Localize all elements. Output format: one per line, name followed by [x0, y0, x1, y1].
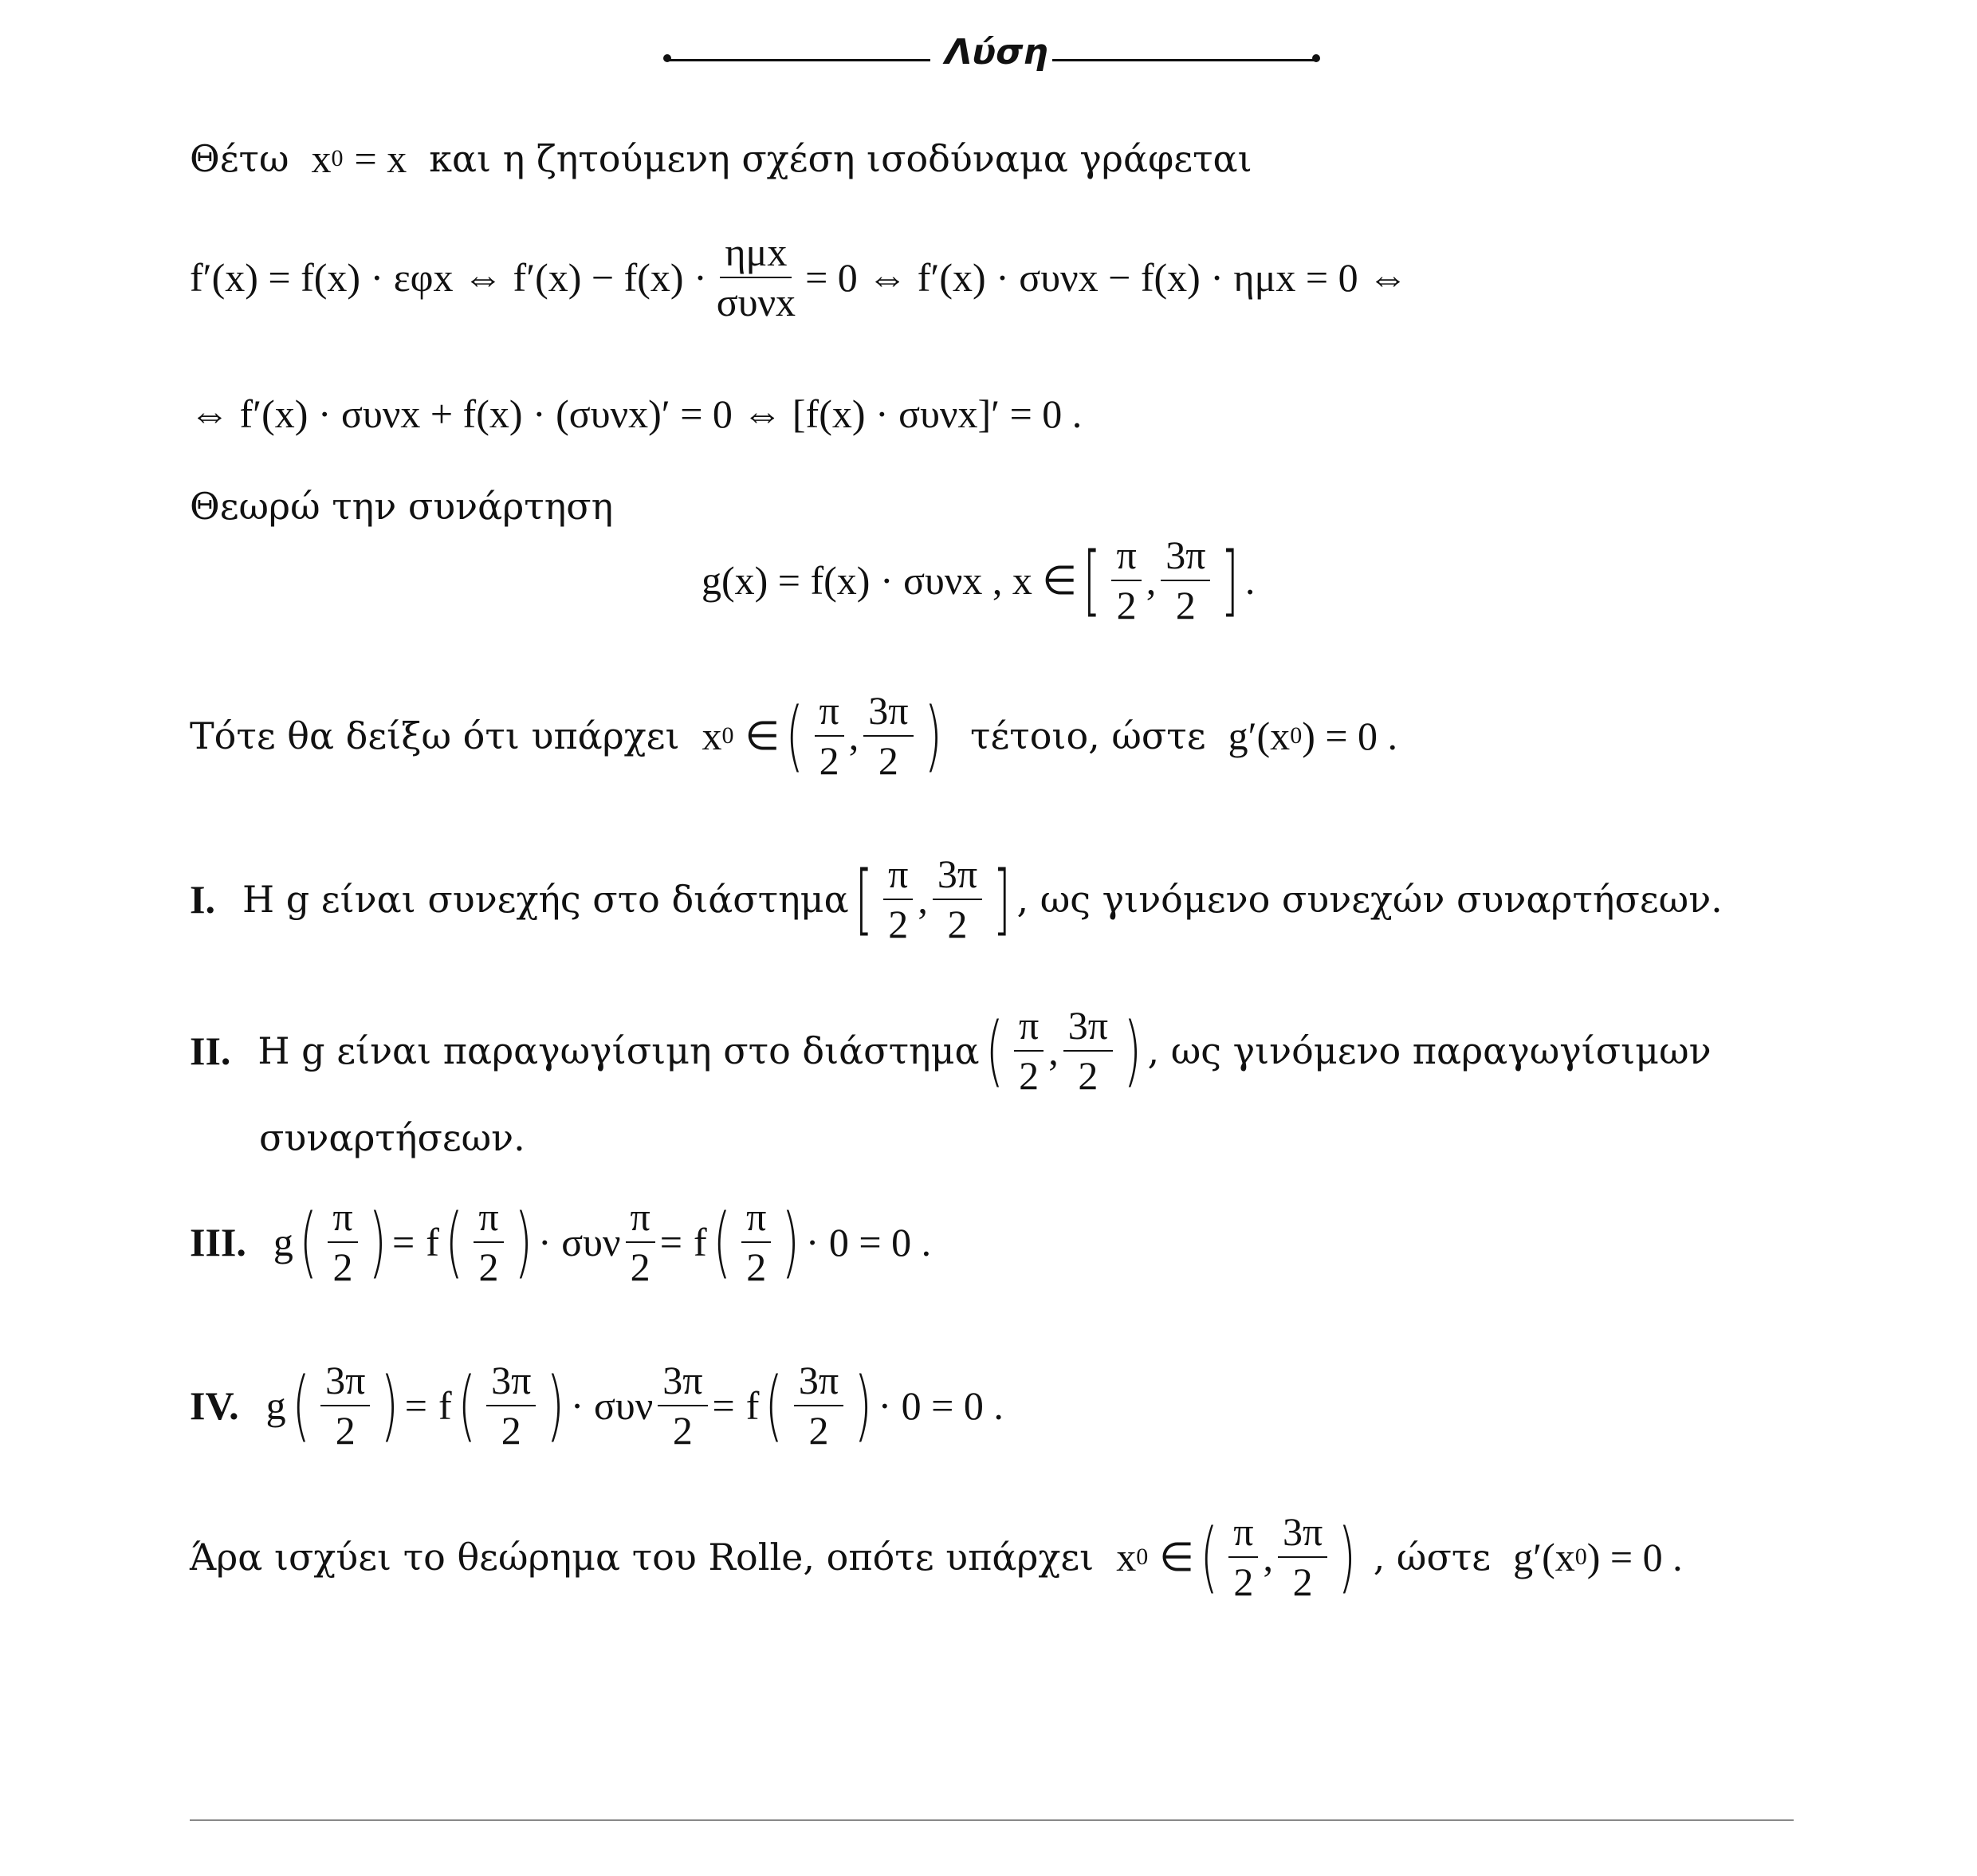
math: g′(x: [1228, 713, 1291, 758]
item-iv: [190, 1359, 1004, 1451]
denominator: 2: [1019, 1052, 1040, 1098]
fraction: [320, 1359, 370, 1451]
math: f: [426, 1219, 439, 1264]
math: g: [273, 1219, 293, 1264]
math: =: [392, 1219, 415, 1264]
fraction: [328, 1196, 357, 1288]
comma: ,: [1146, 557, 1157, 603]
numerator: π: [883, 853, 913, 900]
paren-close: ): [1338, 1512, 1357, 1602]
numerator: 3π: [320, 1359, 370, 1406]
math: x: [1116, 1534, 1137, 1579]
text: Η g είναι παραγωγίσιμη στο διάστημα: [257, 1028, 980, 1072]
math: f: [438, 1382, 452, 1428]
denominator: 2: [878, 737, 898, 783]
numerator: π: [474, 1196, 503, 1243]
math: f′(x) = f(x) · εφx ⇔ f′(x) − f(x) ·: [190, 254, 707, 300]
denominator: 2: [1175, 582, 1196, 627]
fraction: [1278, 1511, 1327, 1603]
math: x: [702, 713, 722, 758]
numerator: π: [626, 1196, 655, 1243]
item-label: IV.: [190, 1382, 239, 1428]
math: ∈: [1159, 1534, 1194, 1579]
header-title: Λύση: [945, 32, 1048, 73]
paren-open: (: [292, 1360, 310, 1450]
math: ⇔ f′(x) · συνx + f(x) · (συνx)′ = 0 ⇔ [f(x) · συνx]′ = 0 .: [190, 391, 1083, 436]
bracket-close: ]: [992, 854, 1012, 944]
item-label: III.: [190, 1219, 246, 1264]
math: · συν: [570, 1382, 654, 1428]
header-dot-right: [1312, 54, 1320, 62]
math: =: [404, 1382, 427, 1428]
period: .: [1244, 557, 1256, 603]
fraction: [1228, 1511, 1258, 1603]
denominator: 2: [335, 1407, 356, 1453]
item-label: I.: [190, 876, 215, 922]
math: ) = 0 .: [1302, 713, 1398, 758]
math: g: [265, 1382, 286, 1428]
numerator: π: [815, 690, 844, 737]
fraction: [933, 853, 982, 945]
paren-open: (: [1200, 1512, 1218, 1602]
subscript: 0: [1136, 1543, 1149, 1570]
subscript: 0: [721, 722, 734, 749]
fraction: [712, 231, 800, 323]
paren-open: (: [764, 1360, 784, 1450]
item-ii: [190, 1005, 1712, 1096]
paren-close: ): [514, 1197, 533, 1287]
conclusion-line: [190, 1511, 1683, 1603]
paren-open: (: [985, 1005, 1004, 1095]
text: , ως γινόμενο παραγωγίσιμων: [1147, 1028, 1712, 1072]
text: , ώστε: [1373, 1535, 1492, 1579]
denominator: 2: [808, 1407, 829, 1453]
footer-rule: [190, 1819, 1794, 1821]
denominator: 2: [478, 1244, 499, 1289]
fraction: [815, 690, 844, 781]
subscript: 0: [1574, 1543, 1587, 1570]
numerator: 3π: [933, 853, 982, 900]
fraction: [486, 1359, 536, 1451]
paren-close: ): [380, 1360, 399, 1450]
fraction: [1063, 1005, 1113, 1096]
numerator: 3π: [1278, 1511, 1327, 1558]
math: ∈: [745, 713, 780, 758]
fraction: [1161, 534, 1210, 626]
numerator: π: [741, 1196, 771, 1243]
numerator: π: [1228, 1511, 1258, 1558]
comma: ,: [1048, 1028, 1059, 1073]
numerator: π: [328, 1196, 357, 1243]
header-rule-right: [1052, 59, 1315, 61]
math: · 0 = 0 .: [805, 1219, 932, 1264]
item-label: II.: [190, 1028, 231, 1073]
line-goal: [190, 690, 1397, 781]
text: , ως γινόμενο συνεχών συναρτήσεων.: [1016, 877, 1723, 921]
fraction: [626, 1196, 655, 1288]
paren-open: (: [445, 1197, 463, 1287]
fraction: [883, 853, 913, 945]
denominator: 2: [947, 901, 968, 946]
math: f: [693, 1219, 707, 1264]
comma: ,: [848, 713, 859, 758]
math: g(x) = f(x) · συνx , x ∈: [702, 557, 1077, 603]
text: συναρτήσεων.: [259, 1116, 525, 1159]
numerator: π: [1111, 534, 1141, 581]
line-definition-g: [702, 534, 1255, 626]
line-equation-1: [190, 231, 1408, 323]
fraction: [863, 690, 913, 781]
text: Τότε θα δείξω ότι υπάρχει: [190, 714, 680, 757]
paren-open: (: [785, 690, 804, 781]
denominator: 2: [1292, 1559, 1313, 1604]
paren-close: ): [854, 1360, 873, 1450]
numerator: 3π: [658, 1359, 707, 1406]
fraction: [658, 1359, 707, 1451]
comma: ,: [1263, 1534, 1273, 1579]
numerator: 3π: [794, 1359, 843, 1406]
math: =: [712, 1382, 735, 1428]
solution-header: [0, 32, 1977, 80]
paren-close: ): [368, 1197, 387, 1287]
math: = x: [354, 136, 407, 181]
numerator: 3π: [863, 690, 913, 737]
fraction: [1111, 534, 1141, 626]
denominator: 2: [746, 1244, 767, 1289]
paren-open: (: [458, 1360, 476, 1450]
math: · 0 = 0 .: [878, 1382, 1004, 1428]
text: Θεωρώ την συνάρτηση: [190, 485, 614, 528]
text: τέτοιο, ώστε: [970, 714, 1206, 757]
numerator: 3π: [1063, 1005, 1113, 1052]
denominator: 2: [672, 1407, 693, 1453]
fraction: [474, 1196, 503, 1288]
numerator: 3π: [486, 1359, 536, 1406]
math: f: [745, 1382, 760, 1428]
denominator: 2: [1233, 1559, 1254, 1604]
text: Άρα ισχύει το θεώρημα του Rolle, οπότε υπάρχει: [190, 1535, 1095, 1579]
denominator: 2: [501, 1407, 521, 1453]
line-consider: [190, 485, 613, 528]
fraction: [741, 1196, 771, 1288]
paren-close: ): [546, 1360, 565, 1450]
math: ) = 0 .: [1586, 1534, 1683, 1579]
denominator: συνx: [716, 279, 796, 324]
numerator: ημx: [720, 231, 792, 278]
paren-close: ): [1123, 1005, 1142, 1095]
math: = 0 ⇔ f′(x) · συνx − f(x) · ημx = 0 ⇔: [805, 254, 1409, 300]
fraction: [1014, 1005, 1044, 1096]
line-equation-2: [190, 391, 1082, 437]
comma: ,: [918, 876, 928, 922]
math: · συν: [538, 1219, 621, 1264]
denominator: 2: [1116, 582, 1137, 627]
text: Θέτω: [190, 137, 289, 180]
text: και η ζητούμενη σχέση ισοδύναμα γράφεται: [429, 137, 1252, 180]
math: g′(x: [1513, 1534, 1575, 1579]
paren-open: (: [713, 1197, 731, 1287]
line-substitution: [190, 136, 1252, 182]
numerator: π: [1014, 1005, 1044, 1052]
header-rule-left: [667, 59, 930, 61]
math: x: [311, 136, 332, 181]
denominator: 2: [1078, 1052, 1099, 1098]
fraction: [794, 1359, 843, 1451]
item-ii-continuation: [259, 1116, 525, 1159]
math: =: [659, 1219, 682, 1264]
denominator: 2: [888, 901, 909, 946]
paren-close: ): [924, 690, 942, 781]
numerator: 3π: [1161, 534, 1210, 581]
denominator: 2: [332, 1244, 353, 1289]
denominator: 2: [819, 737, 839, 783]
text: Η g είναι συνεχής στο διάστημα: [242, 877, 849, 921]
bracket-close: ]: [1220, 535, 1240, 625]
bracket-open: [: [1083, 535, 1101, 625]
item-iii: [190, 1196, 931, 1288]
denominator: 2: [630, 1244, 650, 1289]
paren-close: ): [781, 1197, 800, 1287]
subscript: 0: [1290, 722, 1303, 749]
bracket-open: [: [855, 854, 873, 944]
item-i: [190, 853, 1723, 945]
paren-open: (: [299, 1197, 317, 1287]
subscript: 0: [331, 145, 344, 171]
